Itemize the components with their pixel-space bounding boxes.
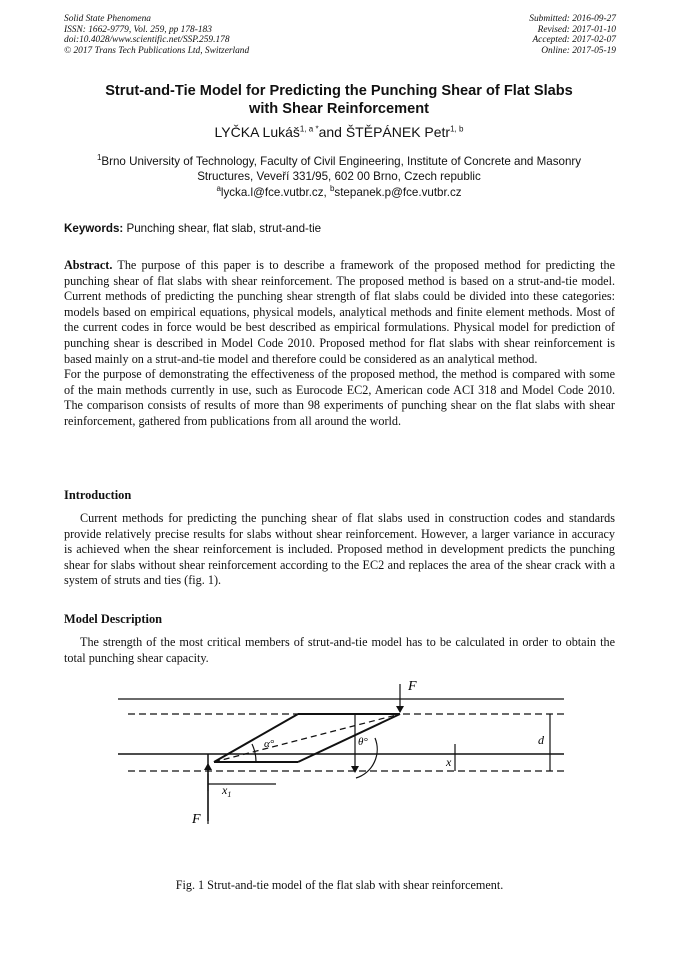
figure-caption: Fig. 1 Strut-and-tie model of the flat slab with shear reinforcement. [175,878,504,892]
author-1: LYČKA Lukáš [214,124,300,140]
label-x1 [221,783,231,799]
affiliation-line-2: Structures, Veveří 331/95, 602 00 Brno, Czech republic [197,170,481,184]
shear-crack-line [214,714,400,762]
affiliation [60,150,618,185]
label-F-bottom: F [192,812,201,827]
abstract-text-1: The purpose of this paper is to describe a framework of the proposed method for predicting the punching shear of flat slabs with shear reinforcement. The proposed method is based on a strut-and-tie model. Current methods of predicting the punching shear strength of flat slabs could be divided into these categories: models based on empirical equations, physical models, analytical methods and finite element methods. Most of the current codes in force would be best described as empirical formulations. Physical model for prediction of punching shear is described in Model Code 2010. Proposed method for flat slabs with shear reinforcement is based mainly on a strut-and-tie model and therefore could be considered as an analytical method. [64,258,615,366]
abstract-paragraph-2: For the purpose of demonstrating the effectiveness of the proposed method, the method is compared with some of the main methods currently in use, such as Eurocode EC2, American code ACI 318 and Model Code 2010. The comparison consists of results of more than 98 experiments of punching shear on the flat slabs with shear reinforcement, gathered from publications from all around the world. [64,367,615,428]
label-theta: θ° [358,736,368,748]
abstract-paragraph-1 [64,258,615,367]
email-a[interactable]: lycka.l@fce.vutbr.cz, [220,185,330,199]
email-a-sup: a [216,184,221,193]
issn: ISSN: 1662-9779, Vol. 259, pp 178-183 [64,24,212,35]
label-x: x [446,755,452,769]
introduction-paragraph: Current methods for predicting the punching shear of flat slabs used in construction codes and standards provide relatively precise results for slabs without shear reinforcement. However, a larger variance in accuracy is achieved when the shear reinforcement is included. Proposed method in development predicts the punching shear for slabs without shear reinforcement according to the EC2 and replaces the area of the shear crack with a system of struts and ties (fig. 1). [64,511,615,588]
label-d: d [538,733,544,747]
keywords-label: Keywords: [64,222,124,235]
title-line-2: with Shear Reinforcement [248,101,430,117]
abstract-label: Abstract. [64,258,113,272]
strut-2 [298,714,400,762]
label-x1-base: x [222,783,228,797]
label-x1-subscript: 1 [227,790,232,799]
copyright: © 2017 Trans Tech Publications Ltd, Switzerland [64,45,250,56]
keywords-text: Punching shear, flat slab, strut-and-tie [123,222,322,235]
journal-name: Solid State Phenomena [64,14,151,24]
email-b-sup: b [329,184,335,193]
model-description-paragraph: The strength of the most critical members of strut-and-tie model has to be calculated in order to obtain the total punching shear capacity. [64,635,615,665]
email-b[interactable]: stepanek.p@fce.vutbr.cz [334,185,462,199]
online-date: Online: 2017-05-19 [541,45,616,56]
affiliation-sup: 1 [96,153,102,162]
paper-title [60,82,618,118]
author-1-sup: 1, a * [299,124,319,134]
doi: doi:10.4028/www.scientific.net/SSP.259.178 [64,35,230,46]
email-list [60,184,618,199]
header-left [64,14,249,56]
introduction-heading: Introduction [64,488,132,502]
keywords [64,222,616,235]
model-description-heading: Model Description [64,612,163,626]
abstract [64,258,615,430]
author-2-sup: 1, b [450,124,464,134]
accepted-date: Accepted: 2017-02-07 [532,35,616,46]
submitted-date: Submitted: 2016-09-27 [529,14,616,24]
author-list [60,124,618,140]
revised-date: Revised: 2017-01-10 [537,24,616,35]
alpha-arc [252,744,256,762]
author-2: and ŠTĚPÁNEK Petr [318,124,451,140]
title-line-1: Strut-and-Tie Model for Predicting the Punching Shear of Flat Slabs [105,83,573,99]
header-right [529,14,616,56]
label-F-top: F [408,679,417,694]
label-alpha: α° [264,738,275,750]
strut-and-tie-figure [118,676,568,836]
affiliation-line-1: Brno University of Technology, Faculty of Civil Engineering, Institute of Concrete and Masonry [101,154,582,168]
